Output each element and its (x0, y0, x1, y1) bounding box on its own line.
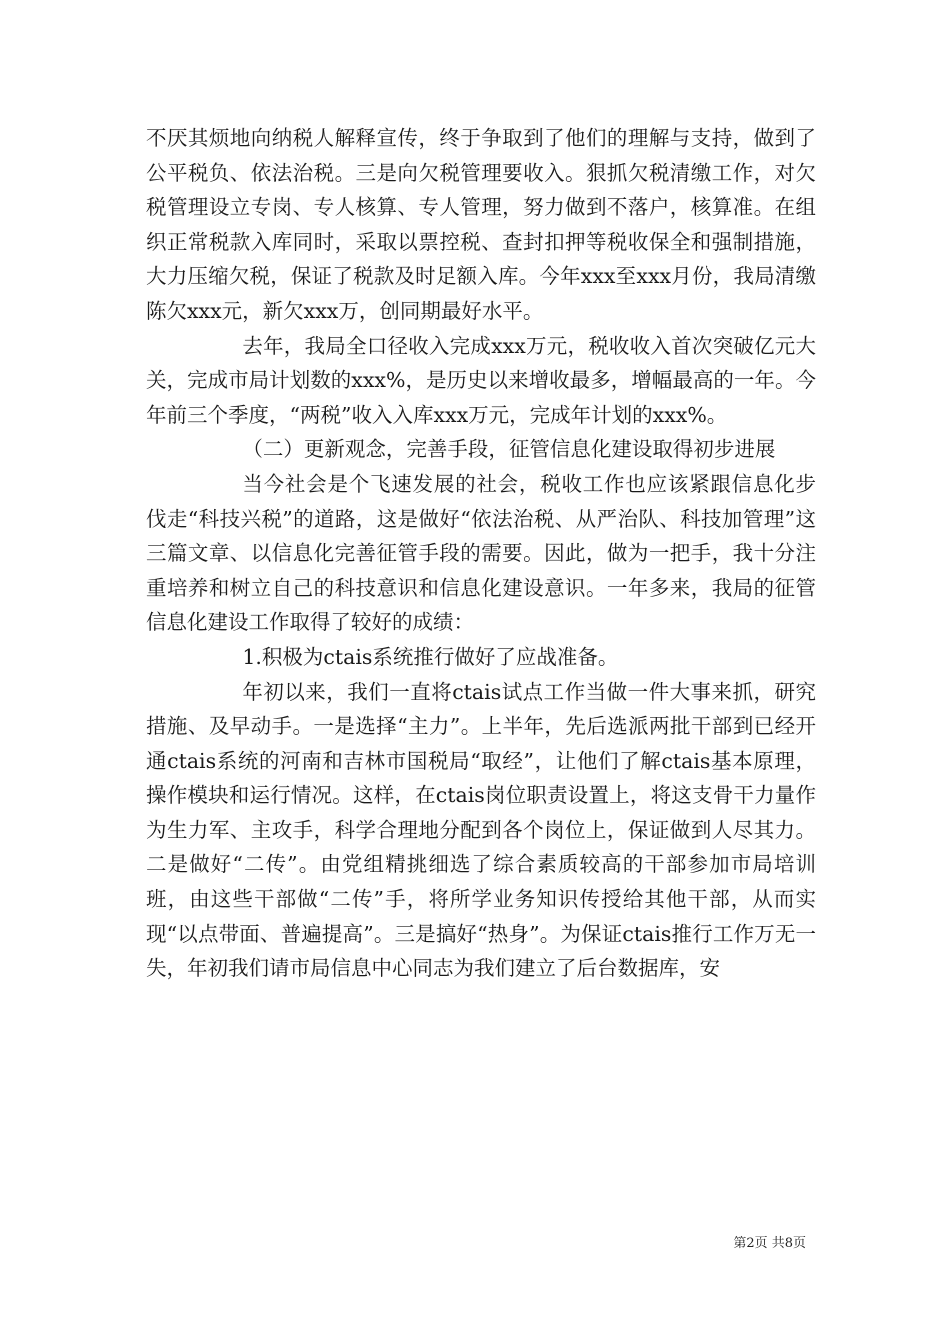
paragraph-continued: 不厌其烦地向纳税人解释宣传，终于争取到了他们的理解与支持，做到了公平税负、依法治税。三是向欠税管理要收入。狠抓欠税清缴工作，对欠税管理设立专岗、专人核算、专人管理，努力做到不落户，核算准。在组织正常税款入库同时，采取以票控税、查封扣押等税收保全和强制措施，大力压缩欠税，保证了税款及时足额入库。今年xxx至xxx月份，我局清缴陈欠xxx元，新欠xxx万，创同期最好水平。 (146, 126, 816, 323)
document-body (146, 121, 816, 986)
section-heading: （二）更新观念，完善手段，征管信息化建设取得初步进展 (242, 437, 776, 462)
paragraph-ctais: 年初以来，我们一直将ctais试点工作当做一件大事来抓，研究措施、及早动手。一是选择“主力”。上半年，先后选派两批干部到已经开通ctais系统的河南和吉林市国税局“取经”，让他们了解ctais基本原理，操作模块和运行情况。这样，在ctais岗位职责设置上，将这支骨干力量作为生力军、主攻手，科学合理地分配到各个岗位上，保证做到人尽其力。二是做好“二传”。由党组精挑细选了综合素质较高的干部参加市局培训班，由这些干部做“二传”手，将所学业务知识传授给其他干部，从而实现“以点带面、普遍提高”。三是搞好“热身”。为保证ctais推行工作万无一失，年初我们请市局信息中心同志为我们建立了后台数据库，安 (146, 679, 816, 981)
paragraph-revenue: 去年，我局全口径收入完成xxx万元，税收收入首次突破亿元大关，完成市局计划数的xxx%，是历史以来增收最多，增幅最高的一年。今年前三个季度，“两税”收入入库xxx万元，完成年计划的xxx%。 (146, 333, 816, 427)
paragraph-informatization: 当今社会是个飞速发展的社会，税收工作也应该紧跟信息化步伐走“科技兴税”的道路，这是做好“依法治税、从严治队、科技加管理”这三篇文章、以信息化完善征管手段的需要。因此，做为一把手，我十分注重培养和树立自己的科技意识和信息化建设意识。一年多来，我局的征管信息化建设工作取得了较好的成绩： (146, 471, 816, 635)
page-number-footer: 第2页 共8页 (733, 1236, 806, 1251)
list-item-heading: 1.积极为ctais系统推行做好了应战准备。 (242, 644, 619, 669)
